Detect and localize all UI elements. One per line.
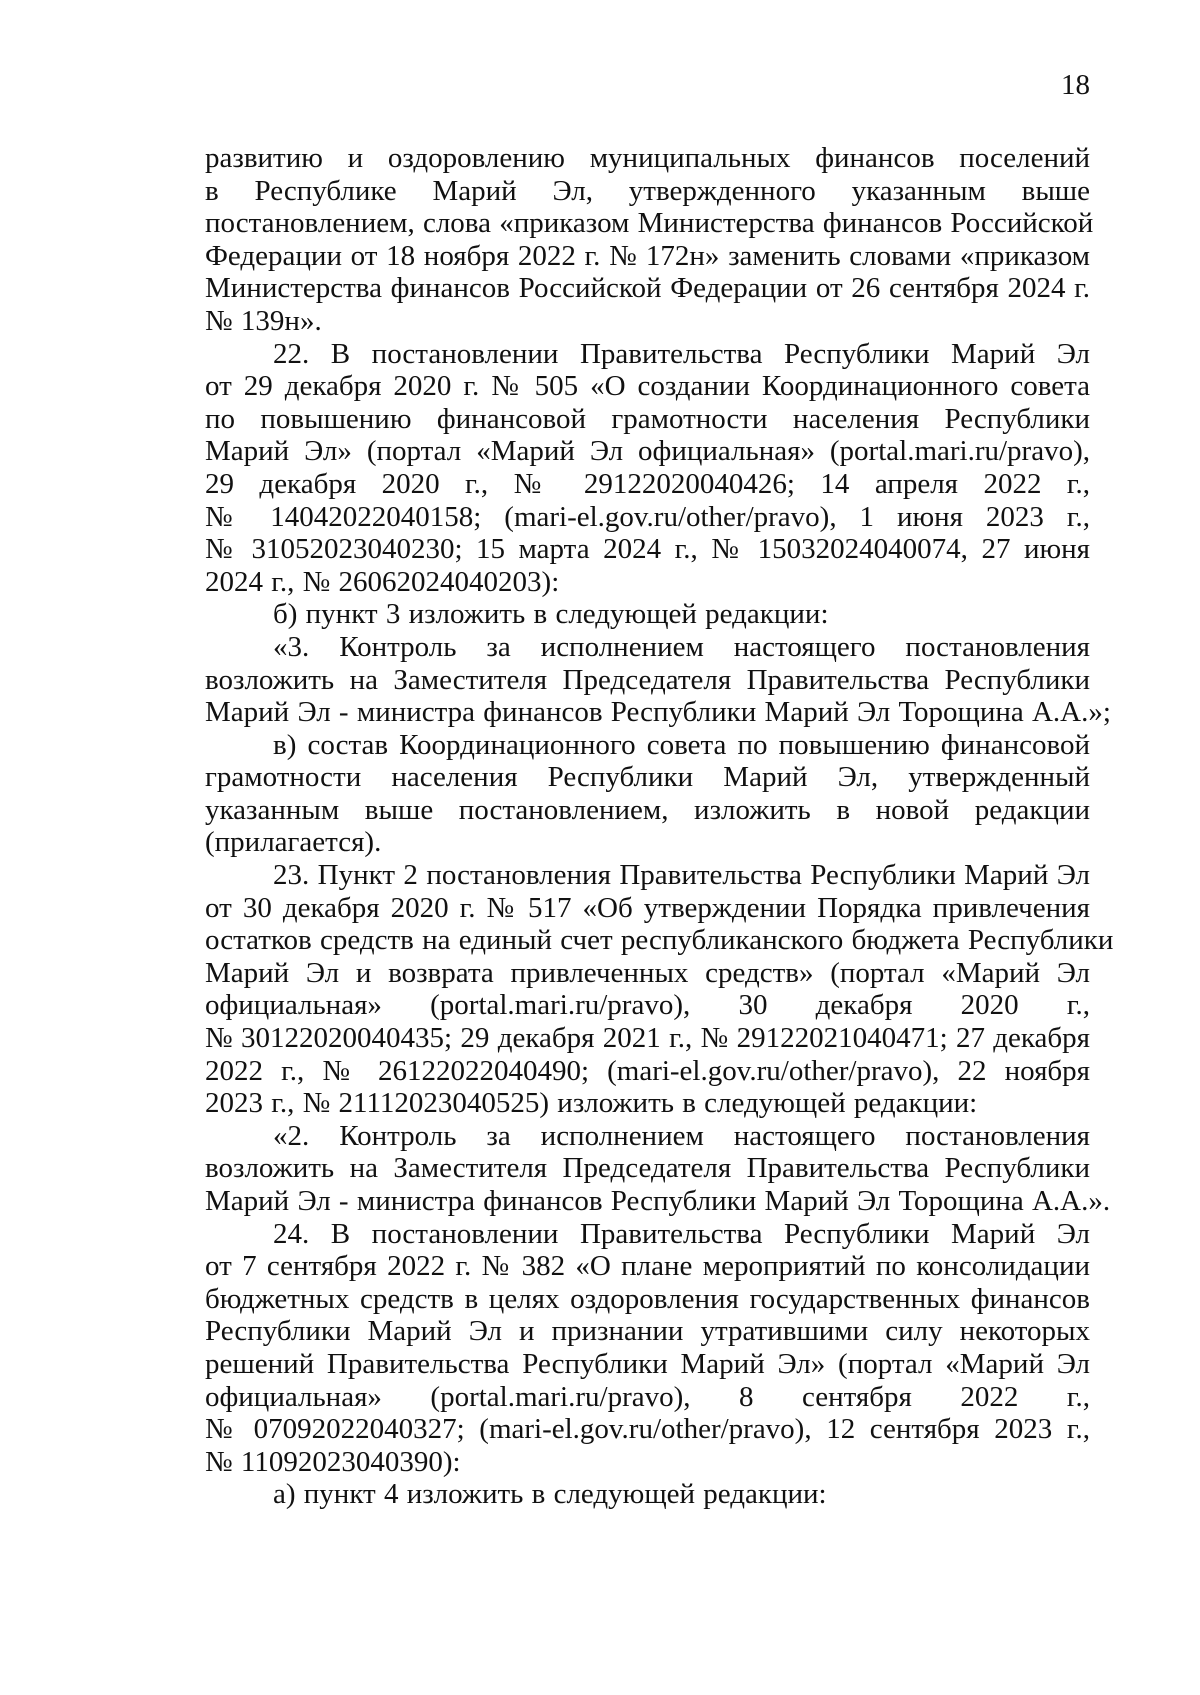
text-line: а) пункт 4 изложить в следующей редакции: [273, 1478, 827, 1511]
text-line: № 31052023040230; 15 марта 2024 г., № 15032024040074, 27 июня [205, 533, 1090, 566]
paragraph [205, 859, 1114, 1120]
text-line: Марий Эл» (портал «Марий Эл официальная» (portal.mari.ru/pravo), [205, 435, 1090, 468]
text-line: остатков средств на единый счет республиканского бюджета Республики [205, 924, 1114, 957]
text-line: решений Правительства Республики Марий Эл» (портал «Марий Эл [205, 1347, 1090, 1380]
text-line: официальная» (portal.mari.ru/pravo), 8 сентября 2022 г., [205, 1380, 1090, 1413]
text-line: «2. Контроль за исполнением настоящего постановления [273, 1119, 1090, 1152]
text-line: постановлением, слова «приказом Министерства финансов Российской [205, 207, 1094, 240]
text-line: «3. Контроль за исполнением настоящего постановления [273, 630, 1090, 663]
text-line: по повышению финансовой грамотности населения Республики [205, 402, 1090, 435]
text-line: 2022 г., № 26122022040490; (mari-el.gov.ru/other/pravo), 22 ноября [205, 1054, 1090, 1087]
text-line: Федерации от 18 ноября 2022 г. № 172н» заменить словами «приказом [205, 239, 1090, 272]
text-line: Марий Эл - министра финансов Республики Марий Эл Торощина А.А.»; [205, 696, 1111, 729]
paragraph [205, 142, 1094, 338]
text-line: от 7 сентября 2022 г. № 382 «О плане мероприятий по консолидации [205, 1250, 1090, 1283]
text-line: в) состав Координационного совета по повышению финансовой [273, 728, 1090, 761]
text-line: возложить на Заместителя Председателя Правительства Республики [205, 1152, 1090, 1185]
text-line: 22. В постановлении Правительства Республики Марий Эл [273, 337, 1090, 370]
text-line: возложить на Заместителя Председателя Правительства Республики [205, 663, 1090, 696]
text-line: (прилагается). [205, 826, 382, 859]
paragraph [205, 338, 1090, 599]
text-line: бюджетных средств в целях оздоровления государственных финансов [205, 1282, 1090, 1315]
paragraph [205, 729, 1090, 859]
text-line: 2024 г., № 26062024040203): [205, 565, 560, 598]
page-number: 18 [1061, 69, 1090, 101]
text-line: указанным выше постановлением, изложить в новой редакции [205, 793, 1090, 826]
paragraph [205, 598, 1090, 631]
text-line: 2023 г., № 21112023040525) изложить в следующей редакции: [205, 1087, 978, 1120]
paragraph [205, 630, 1111, 729]
text-line: Марий Эл - министра финансов Республики Марий Эл Торощина А.А.». [205, 1185, 1111, 1217]
text-line: официальная» (portal.mari.ru/pravo), 30 декабря 2020 г., [205, 989, 1090, 1022]
text-line: в Республике Марий Эл, утвержденного указанным выше [205, 174, 1090, 207]
text-line: развитию и оздоровлению муниципальных финансов поселений [205, 142, 1090, 174]
text-line: 24. В постановлении Правительства Республики Марий Эл [273, 1217, 1090, 1250]
text-line: грамотности населения Республики Марий Эл, утвержденный [205, 761, 1090, 794]
paragraph [205, 1119, 1111, 1218]
text-line: 29 декабря 2020 г., № 29122020040426; 14 апреля 2022 г., [205, 467, 1090, 500]
text-line: Марий Эл и возврата привлеченных средств» (портал «Марий Эл [205, 956, 1090, 989]
text-line: № 14042022040158; (mari-el.gov.ru/other/pravo), 1 июня 2023 г., [205, 500, 1090, 533]
text-line: № 07092022040327; (mari-el.gov.ru/other/pravo), 12 сентября 2023 г., [205, 1413, 1090, 1446]
text-line: от 29 декабря 2020 г. № 505 «О создании Координационного совета [205, 370, 1090, 403]
text-line: Министерства финансов Российской Федерации от 26 сентября 2024 г. [205, 272, 1090, 305]
text-line: Республики Марий Эл и признании утратившими силу некоторых [205, 1315, 1090, 1348]
paragraph [205, 1478, 1090, 1511]
paragraph [205, 1218, 1090, 1479]
text-line: 23. Пункт 2 постановления Правительства Республики Марий Эл [273, 859, 1090, 892]
text-line: № 139н». [205, 304, 322, 337]
text-line: от 30 декабря 2020 г. № 517 «Об утверждении Порядка привлечения [205, 891, 1090, 924]
text-line: № 30122020040435; 29 декабря 2021 г., № 29122021040471; 27 декабря [205, 1022, 1090, 1055]
text-line: б) пункт 3 изложить в следующей редакции: [273, 598, 829, 631]
text-line: № 11092023040390): [205, 1445, 461, 1478]
document-body [205, 142, 1114, 1511]
